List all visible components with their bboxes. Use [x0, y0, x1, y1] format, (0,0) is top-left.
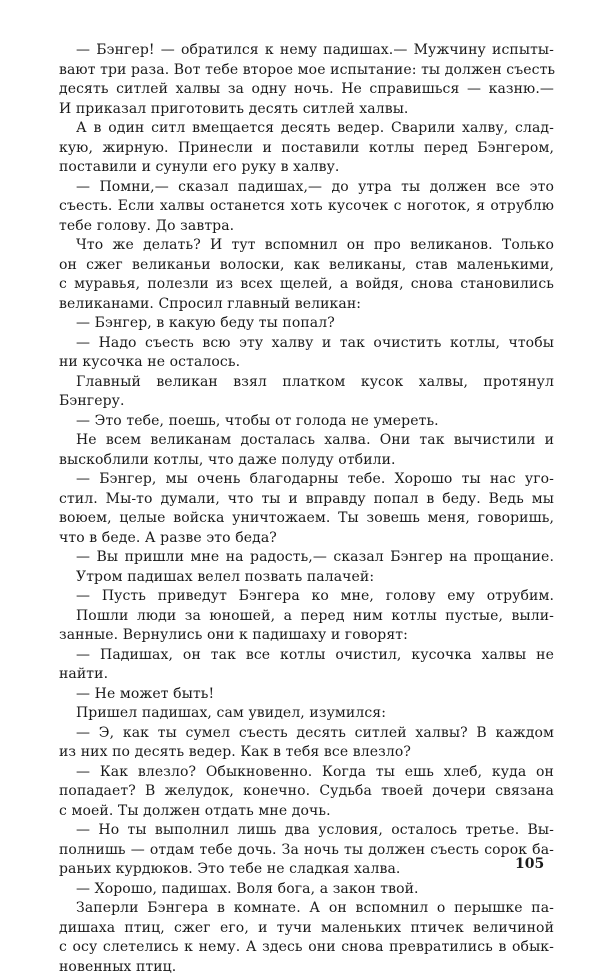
text-line: — Но ты выполнил лишь два условия, осталось третье. Вы-: [59, 821, 554, 841]
text-line: — Бэнгер, в какую беду ты попал?: [59, 314, 554, 334]
text-line: А в один ситл вмещается десять ведер. Сварили халву, слад-: [59, 119, 554, 139]
text-line: выскоблили котлы, что даже полуду отбили.: [59, 451, 554, 471]
text-line: стил. Мы-то думали, что ты и вправду попал в беду. Ведь мы: [59, 490, 554, 510]
text-line: Пошли люди за юношей, а перед ним котлы пустые, выли-: [59, 607, 554, 627]
text-line: — Бэнгер! — обратился к нему падишах.— Мужчину испыты-: [59, 41, 554, 61]
text-line: с моей. Ты должен отдать мне дочь.: [59, 802, 554, 822]
text-line: Бэнгеру.: [59, 392, 554, 412]
page-number: 105: [515, 856, 544, 872]
text-line: тебе голову. До завтра.: [59, 217, 554, 237]
text-line: найти.: [59, 665, 554, 685]
text-line: — Надо съесть всю эту халву и так очистить котлы, чтобы: [59, 334, 554, 354]
text-line: Что же делать? И тут вспомнил он про великанов. Только: [59, 236, 554, 256]
text-line: кую, жирную. Принесли и поставили котлы перед Бэнгером,: [59, 139, 554, 159]
text-line: из них по десять ведер. Как в тебя все влезло?: [59, 743, 554, 763]
text-line: — Хорошо, падишах. Воля бога, а закон твой.: [59, 880, 554, 900]
text-line: Утром падишах велел позвать палачей:: [59, 568, 554, 588]
text-line: съесть. Если халвы останется хоть кусочек с ноготок, я отрублю: [59, 197, 554, 217]
text-line: вают три раза. Вот тебе второе мое испытание: ты должен съесть: [59, 61, 554, 81]
text-line: — Бэнгер, мы очень благодарны тебе. Хорошо ты нас уго-: [59, 470, 554, 490]
text-line: — Вы пришли мне на радость,— сказал Бэнгер на прощание.: [59, 548, 554, 568]
text-line: Заперли Бэнгера в комнате. А он вспомнил о перышке па-: [59, 899, 554, 919]
text-line: Пришел падишах, сам увидел, изумился:: [59, 704, 554, 724]
body-text: [59, 41, 554, 977]
text-line: — Падишах, он так все котлы очистил, кусочка халвы не: [59, 646, 554, 666]
text-line: И приказал приготовить десять ситлей халвы.: [59, 100, 554, 120]
text-line: — Пусть приведут Бэнгера ко мне, голову ему отрубим.: [59, 587, 554, 607]
text-line: с муравья, полезли из всех щелей, а войдя, снова становились: [59, 275, 554, 295]
text-line: воюем, целые войска уничтожаем. Ты зовешь меня, говоришь,: [59, 509, 554, 529]
text-line: ни кусочка не осталось.: [59, 353, 554, 373]
text-line: Не всем великанам досталась халва. Они так вычистили и: [59, 431, 554, 451]
text-line: десять ситлей халвы за одну ночь. Не справишься — казню.—: [59, 80, 554, 100]
text-line: — Помни,— сказал падишах,— до утра ты должен все это: [59, 178, 554, 198]
text-line: великанами. Спросил главный великан:: [59, 295, 554, 315]
text-line: Главный великан взял платком кусок халвы, протянул: [59, 373, 554, 393]
text-line: поставили и сунули его руку в халву.: [59, 158, 554, 178]
text-line: новенных птиц.: [59, 958, 554, 977]
text-line: он сжег великаньи волоски, как великаны, став маленькими,: [59, 256, 554, 276]
text-line: — Это тебе, поешь, чтобы от голода не умереть.: [59, 412, 554, 432]
text-line: — Не может быть!: [59, 685, 554, 705]
text-line: с осу слетелись к нему. А здесь они снова превратились в обык-: [59, 938, 554, 958]
text-line: попадает? В желудок, конечно. Судьба твоей дочери связана: [59, 782, 554, 802]
text-line: — Э, как ты сумел съесть десять ситлей халвы? В каждом: [59, 724, 554, 744]
text-line: — Как влезло? Обыкновенно. Когда ты ешь хлеб, куда он: [59, 763, 554, 783]
text-line: раньих курдюков. Это тебе не сладкая халва.: [59, 860, 554, 880]
text-line: полнишь — отдам тебе дочь. За ночь ты должен съесть сорок ба-: [59, 841, 554, 861]
text-line: что в беде. А разве это беда?: [59, 529, 554, 549]
text-line: занные. Вернулись они к падишаху и говорят:: [59, 626, 554, 646]
text-line: дишаха птиц, сжег его, и тучи маленьких птичек величиной: [59, 919, 554, 939]
